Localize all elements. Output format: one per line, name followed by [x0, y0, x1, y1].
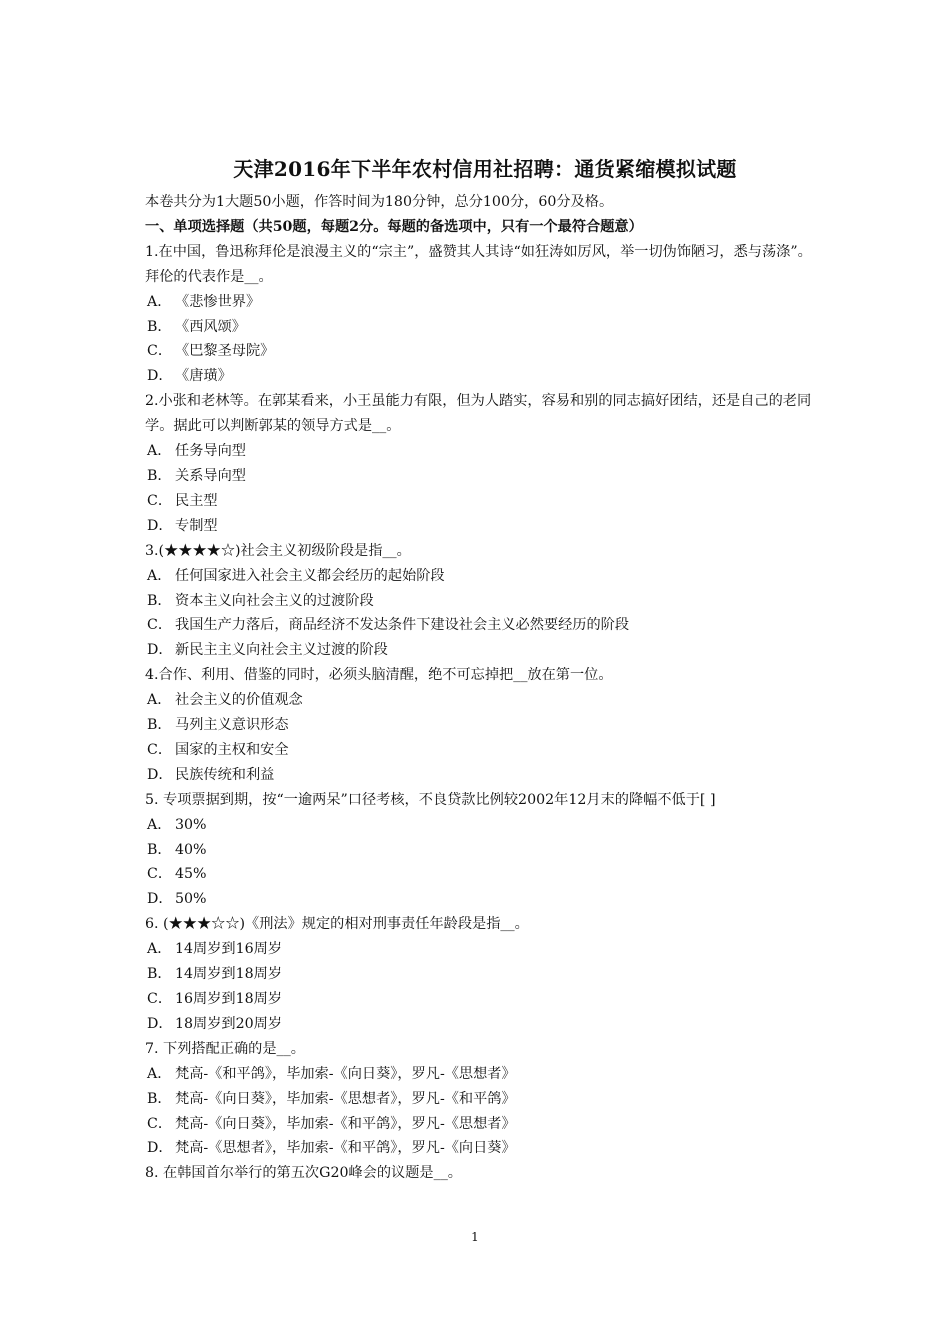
option-text: 梵高-《思想者》，毕加索-《和平鸽》，罗凡-《向日葵》	[175, 1140, 516, 1157]
option-letter: C．	[147, 991, 173, 1007]
option-letter: D．	[147, 1140, 173, 1157]
option-text: 国家的主权和安全	[175, 741, 289, 758]
option-text: 我国生产力落后，商品经济不发达条件下建设社会主义必然要经历的阶段	[175, 617, 630, 634]
option-letter: B．	[147, 717, 172, 734]
answer-option	[145, 887, 825, 912]
option-letter: D．	[147, 891, 173, 908]
answer-option	[145, 763, 825, 788]
option-text: 专制型	[175, 517, 218, 534]
answer-option	[145, 489, 825, 514]
option-text: 民主型	[175, 492, 218, 509]
option-letter: C．	[147, 492, 173, 509]
question-text: 8. 在韩国首尔举行的第五次G20峰会的议题是__。	[145, 1165, 462, 1182]
option-letter: A．	[147, 941, 172, 958]
answer-option	[145, 713, 825, 738]
option-letter: B．	[147, 318, 172, 335]
page-number: 1	[471, 1230, 479, 1244]
answer-option	[145, 838, 825, 863]
option-text: 18周岁到20周岁	[175, 1015, 283, 1032]
option-letter: B．	[147, 841, 172, 858]
option-text: 14周岁到16周岁	[175, 941, 283, 958]
answer-option	[145, 564, 825, 589]
document-page	[145, 150, 825, 1186]
option-letter: A．	[147, 692, 172, 709]
option-text: 任务导向型	[175, 443, 246, 460]
answer-option	[145, 987, 825, 1012]
option-letter: A．	[147, 293, 172, 310]
option-text: 40%	[175, 841, 207, 858]
option-text: 新民主主义向社会主义过渡的阶段	[175, 642, 388, 659]
option-text: 关系导向型	[175, 467, 246, 484]
option-text: 《巴黎圣母院》	[175, 343, 275, 360]
option-text: 30%	[175, 816, 207, 833]
question-text: 7. 下列搭配正确的是__。	[145, 1040, 305, 1057]
option-text: 马列主义意识形态	[175, 717, 289, 734]
answer-option	[145, 1062, 825, 1087]
section-heading: 一、单项选择题（共50题，每题2分。每题的备选项中，只有一个最符合题意）	[145, 218, 643, 235]
option-letter: D．	[147, 517, 173, 534]
option-text: 16周岁到18周岁	[175, 991, 283, 1007]
option-letter: A．	[147, 443, 172, 460]
option-text: 《唐璜》	[175, 368, 232, 385]
answer-option	[145, 937, 825, 962]
answer-option	[145, 738, 825, 763]
option-letter: C．	[147, 1115, 173, 1132]
exam-intro: 本卷共分为1大题50小题，作答时间为180分钟，总分100分，60分及格。	[145, 194, 614, 210]
answer-option	[145, 1136, 825, 1161]
answer-option	[145, 1112, 825, 1137]
document-title: 天津2016年下半年农村信用社招聘：通货紧缩模拟试题	[233, 157, 737, 181]
answer-option	[145, 613, 825, 638]
answer-option	[145, 813, 825, 838]
answer-option	[145, 589, 825, 614]
question-list	[145, 240, 825, 1186]
answer-option	[145, 1012, 825, 1037]
option-letter: D．	[147, 766, 173, 783]
option-text: 45%	[175, 866, 207, 883]
answer-option	[145, 315, 825, 340]
answer-option	[145, 439, 825, 464]
option-letter: A．	[147, 816, 172, 833]
option-letter: B．	[147, 1090, 172, 1107]
option-text: 社会主义的价值观念	[175, 692, 303, 709]
answer-option	[145, 339, 825, 364]
question-text: 4.合作、利用、借鉴的同时，必须头脑清醒，绝不可忘掉把__放在第一位。	[145, 667, 613, 684]
question-text: 1.在中国，鲁迅称拜伦是浪漫主义的“宗主”，盛赞其人其诗“如狂涛如厉风，举一切伪饰陋习，悉与荡涤”。拜伦的代表作是__。	[145, 243, 812, 285]
option-text: 《西风颂》	[175, 318, 246, 335]
answer-option	[145, 638, 825, 663]
option-letter: C．	[147, 741, 173, 758]
option-letter: C．	[147, 617, 173, 634]
option-text: 民族传统和利益	[175, 766, 275, 783]
question-text: 6. (★★★☆☆)《刑法》规定的相对刑事责任年龄段是指__。	[145, 916, 529, 933]
answer-option	[145, 1087, 825, 1112]
option-text: 资本主义向社会主义的过渡阶段	[175, 592, 374, 609]
option-text: 《悲惨世界》	[175, 293, 261, 310]
question-text: 3.(★★★★☆)社会主义初级阶段是指__。	[145, 542, 411, 559]
option-text: 梵高-《向日葵》，毕加索-《和平鸽》，罗凡-《思想者》	[175, 1115, 516, 1132]
option-letter: D．	[147, 368, 173, 385]
option-letter: C．	[147, 343, 173, 360]
option-letter: C．	[147, 866, 173, 883]
option-letter: A．	[147, 1065, 172, 1082]
answer-option	[145, 364, 825, 389]
answer-option	[145, 688, 825, 713]
option-text: 任何国家进入社会主义都会经历的起始阶段	[175, 567, 445, 584]
answer-option	[145, 962, 825, 987]
option-letter: D．	[147, 642, 173, 659]
answer-option	[145, 862, 825, 887]
question-text: 5. 专项票据到期，按“一逾两呆”口径考核，不良贷款比例较2002年12月末的降幅不低于[ ]	[145, 791, 716, 808]
option-letter: A．	[147, 567, 172, 584]
option-text: 梵高-《和平鸽》，毕加索-《向日葵》，罗凡-《思想者》	[175, 1065, 516, 1082]
answer-option	[145, 514, 825, 539]
option-text: 梵高-《向日葵》，毕加索-《思想者》，罗凡-《和平鸽》	[175, 1090, 516, 1107]
option-text: 50%	[175, 891, 207, 908]
option-letter: D．	[147, 1015, 173, 1032]
option-letter: B．	[147, 592, 172, 609]
option-letter: B．	[147, 467, 172, 484]
answer-option	[145, 290, 825, 315]
option-text: 14周岁到18周岁	[175, 966, 283, 983]
question-text: 2.小张和老林等。在郭某看来，小王虽能力有限，但为人踏实，容易和别的同志搞好团结，还是自己的老同学。据此可以判断郭某的领导方式是__。	[145, 393, 812, 435]
answer-option	[145, 464, 825, 489]
option-letter: B．	[147, 966, 172, 983]
